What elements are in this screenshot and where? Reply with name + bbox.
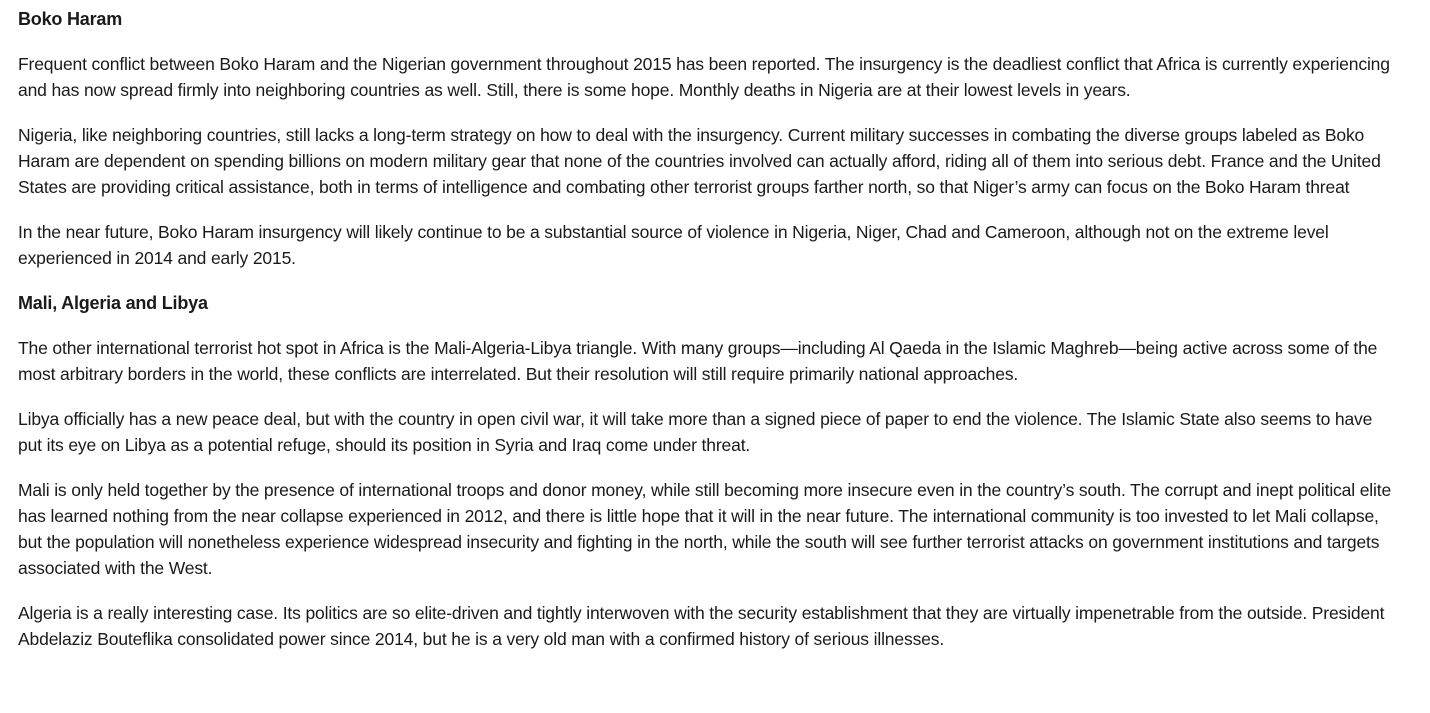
paragraph: Mali is only held together by the presence of international troops and donor money, while still becoming more insecure even in the country’s south. The corrupt and inept political elite has learned nothing from the near collapse experienced in 2012, and there is little hope that it will in the near future. The international community is too invested to let Mali collapse, but the population will nonetheless experience widespread insecurity and fighting in the north, while the south will see further terrorist attacks on government institutions and targets associated with the West. (18, 480, 1392, 578)
paragraph: The other international terrorist hot spot in Africa is the Mali-Algeria-Libya triangle. With many groups—including Al Qaeda in the Islamic Maghreb—being active across some of the most arbitrary borders in the world, these conflicts are interrelated. But their resolution will still require primarily national approaches. (18, 338, 1378, 384)
section-heading-mali-algeria-libya: Mali, Algeria and Libya (18, 293, 208, 313)
paragraph: Algeria is a really interesting case. Its politics are so elite-driven and tightly interwoven with the security establishment that they are virtually impenetrable from the outside. President Abdelaziz Bouteflika consolidated power since 2014, but he is a very old man with a confirmed history of serious illnesses. (18, 603, 1385, 649)
paragraph: Libya officially has a new peace deal, but with the country in open civil war, it will take more than a signed piece of paper to end the violence. The Islamic State also seems to have put its eye on Libya as a potential refuge, should its position in Syria and Iraq come under threat. (18, 409, 1373, 455)
paragraph: Frequent conflict between Boko Haram and the Nigerian government throughout 2015 has been reported. The insurgency is the deadliest conflict that Africa is currently experiencing and has now spread firmly into neighboring countries as well. Still, there is some hope. Monthly deaths in Nigeria are at their lowest levels in years. (18, 54, 1390, 100)
paragraph: In the near future, Boko Haram insurgency will likely continue to be a substantial source of violence in Nigeria, Niger, Chad and Cameroon, although not on the extreme level experienced in 2014 and early 2015. (18, 222, 1329, 268)
section-heading-boko-haram: Boko Haram (18, 9, 123, 29)
paragraph: Nigeria, like neighboring countries, still lacks a long-term strategy on how to deal with the insurgency. Current military successes in combating the diverse groups labeled as Boko Haram are dependent on spending billions on modern military gear that none of the countries involved can actually afford, riding all of them into serious debt. France and the United States are providing critical assistance, both in terms of intelligence and combating other terrorist groups farther north, so that Niger’s army can focus on the Boko Haram threat (18, 125, 1381, 197)
